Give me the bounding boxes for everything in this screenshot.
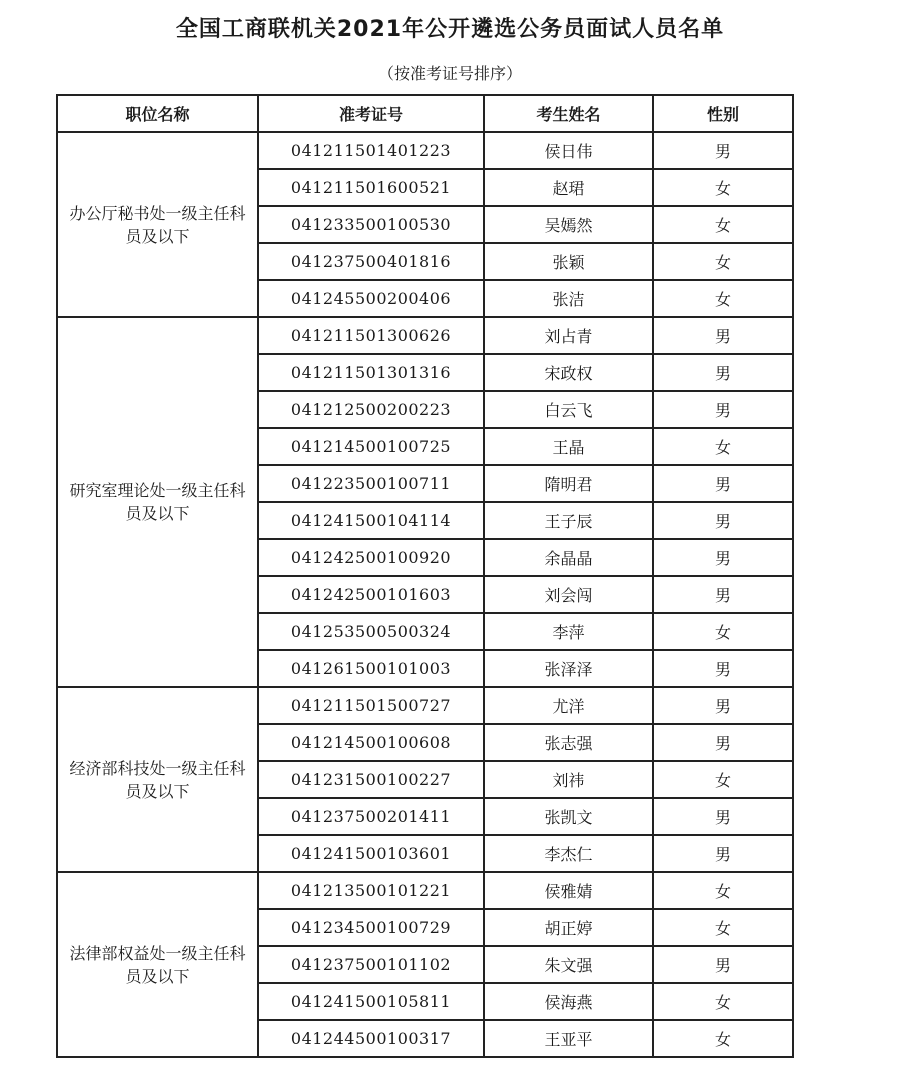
gender-cell: 女	[653, 428, 793, 465]
name-cell: 刘祎	[484, 761, 653, 798]
name-cell: 侯日伟	[484, 132, 653, 169]
gender-cell: 男	[653, 798, 793, 835]
name-cell: 隋明君	[484, 465, 653, 502]
exam-id-cell: 041211501401223	[258, 132, 484, 169]
name-cell: 王亚平	[484, 1020, 653, 1057]
gender-cell: 女	[653, 169, 793, 206]
name-cell: 赵珺	[484, 169, 653, 206]
name-cell: 刘会闯	[484, 576, 653, 613]
table-row	[57, 317, 793, 354]
header-position: 职位名称	[57, 95, 258, 132]
exam-id-cell: 041241500103601	[258, 835, 484, 872]
exam-id-cell: 041253500500324	[258, 613, 484, 650]
gender-cell: 男	[653, 650, 793, 687]
exam-id-cell: 041214500100608	[258, 724, 484, 761]
position-cell: 办公厅秘书处一级主任科员及以下	[57, 132, 258, 317]
exam-id-cell: 041242500101603	[258, 576, 484, 613]
gender-cell: 男	[653, 576, 793, 613]
exam-id-cell: 041223500100711	[258, 465, 484, 502]
exam-id-cell: 041261500101003	[258, 650, 484, 687]
name-cell: 朱文强	[484, 946, 653, 983]
name-cell: 王子辰	[484, 502, 653, 539]
name-cell: 尤洋	[484, 687, 653, 724]
gender-cell: 男	[653, 132, 793, 169]
exam-id-cell: 041237500201411	[258, 798, 484, 835]
exam-id-cell: 041233500100530	[258, 206, 484, 243]
name-cell: 余晶晶	[484, 539, 653, 576]
gender-cell: 女	[653, 1020, 793, 1057]
table-row	[57, 872, 793, 909]
name-cell: 张志强	[484, 724, 653, 761]
exam-id-cell: 041242500100920	[258, 539, 484, 576]
header-name: 考生姓名	[484, 95, 653, 132]
name-cell: 张颖	[484, 243, 653, 280]
gender-cell: 男	[653, 687, 793, 724]
gender-cell: 男	[653, 946, 793, 983]
gender-cell: 男	[653, 539, 793, 576]
name-cell: 吴嫣然	[484, 206, 653, 243]
table-header	[57, 95, 793, 132]
gender-cell: 女	[653, 280, 793, 317]
exam-id-cell: 041237500401816	[258, 243, 484, 280]
exam-id-cell: 041241500104114	[258, 502, 484, 539]
gender-cell: 男	[653, 502, 793, 539]
exam-id-cell: 041214500100725	[258, 428, 484, 465]
gender-cell: 女	[653, 983, 793, 1020]
name-cell: 胡正婷	[484, 909, 653, 946]
exam-id-cell: 041231500100227	[258, 761, 484, 798]
position-cell: 法律部权益处一级主任科员及以下	[57, 872, 258, 1057]
name-cell: 张凯文	[484, 798, 653, 835]
candidate-table	[56, 94, 794, 1058]
gender-cell: 男	[653, 391, 793, 428]
header-exam-id: 准考证号	[258, 95, 484, 132]
position-cell: 经济部科技处一级主任科员及以下	[57, 687, 258, 872]
gender-cell: 女	[653, 761, 793, 798]
gender-cell: 男	[653, 354, 793, 391]
header-gender: 性别	[653, 95, 793, 132]
table-row	[57, 687, 793, 724]
exam-id-cell: 041211501301316	[258, 354, 484, 391]
gender-cell: 女	[653, 613, 793, 650]
name-cell: 李萍	[484, 613, 653, 650]
exam-id-cell: 041211501300626	[258, 317, 484, 354]
exam-id-cell: 041244500100317	[258, 1020, 484, 1057]
gender-cell: 女	[653, 872, 793, 909]
exam-id-cell: 041213500101221	[258, 872, 484, 909]
name-cell: 张洁	[484, 280, 653, 317]
name-cell: 王晶	[484, 428, 653, 465]
page-subtitle: （按准考证号排序）	[377, 64, 522, 83]
exam-id-cell: 041234500100729	[258, 909, 484, 946]
exam-id-cell: 041212500200223	[258, 391, 484, 428]
exam-id-cell: 041211501600521	[258, 169, 484, 206]
gender-cell: 男	[653, 835, 793, 872]
table-body	[57, 132, 793, 1057]
name-cell: 宋政权	[484, 354, 653, 391]
gender-cell: 男	[653, 465, 793, 502]
gender-cell: 女	[653, 206, 793, 243]
exam-id-cell: 041241500105811	[258, 983, 484, 1020]
exam-id-cell: 041211501500727	[258, 687, 484, 724]
table-row	[57, 132, 793, 169]
name-cell: 张泽泽	[484, 650, 653, 687]
gender-cell: 男	[653, 724, 793, 761]
gender-cell: 女	[653, 909, 793, 946]
name-cell: 侯海燕	[484, 983, 653, 1020]
gender-cell: 女	[653, 243, 793, 280]
header-row	[57, 95, 793, 132]
name-cell: 李杰仁	[484, 835, 653, 872]
name-cell: 白云飞	[484, 391, 653, 428]
position-cell: 研究室理论处一级主任科员及以下	[57, 317, 258, 687]
exam-id-cell: 041237500101102	[258, 946, 484, 983]
name-cell: 侯雅婧	[484, 872, 653, 909]
name-cell: 刘占青	[484, 317, 653, 354]
gender-cell: 男	[653, 317, 793, 354]
page-title: 全国工商联机关2021年公开遴选公务员面试人员名单	[175, 17, 725, 42]
exam-id-cell: 041245500200406	[258, 280, 484, 317]
